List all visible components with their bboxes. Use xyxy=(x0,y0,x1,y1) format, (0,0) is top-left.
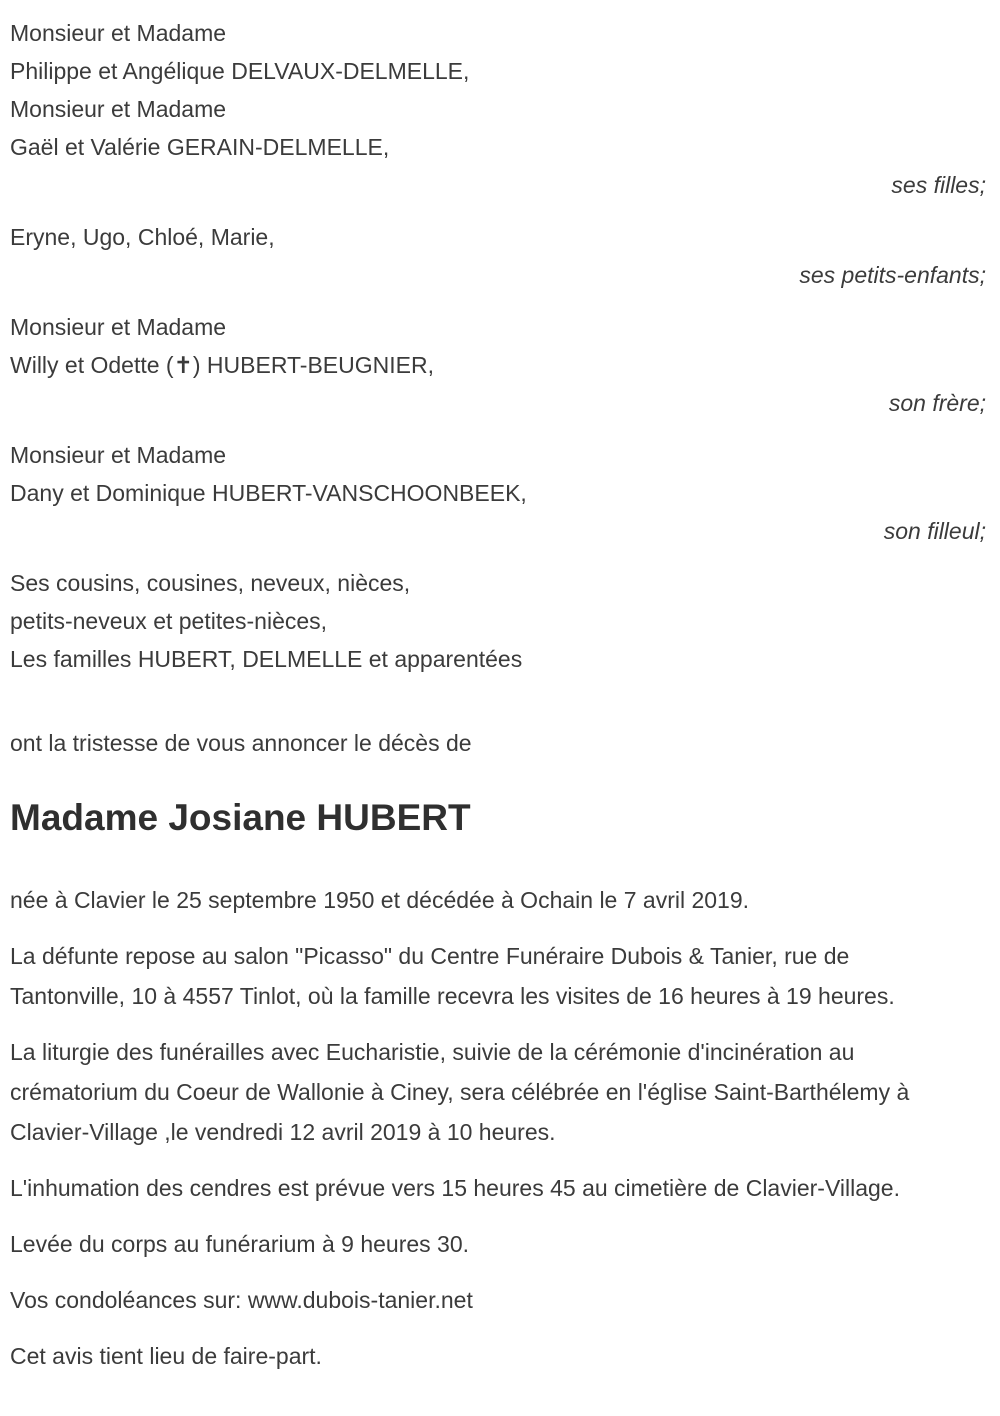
family-line: Monsieur et Madame xyxy=(10,442,227,468)
detail-paragraph-ceremony: La liturgie des funérailles avec Eucharistie, suivie de la cérémonie d'incinération au crématorium du Coeur de Wallonie à Ciney, sera célébrée en l'église Saint-Barthélemy à Clavier-Village ,le vendredi 12 avril 2019 à 10 heures. xyxy=(10,1039,910,1146)
page-title: Madame Josiane HUBERT xyxy=(10,797,471,838)
relation-label: son filleul; xyxy=(883,518,986,544)
family-line: Eryne, Ugo, Chloé, Marie, xyxy=(10,224,275,250)
relation-label: son frère; xyxy=(888,390,986,416)
family-line: Monsieur et Madame xyxy=(10,20,227,46)
family-line: Philippe et Angélique DELVAUX-DELMELLE, xyxy=(10,58,470,84)
family-line: Les familles HUBERT, DELMELLE et apparentées xyxy=(10,646,523,672)
detail-paragraph-inhumation: L'inhumation des cendres est prévue vers 15 heures 45 au cimetière de Clavier-Village. xyxy=(10,1175,900,1202)
family-line: Monsieur et Madame xyxy=(10,96,227,122)
family-line: Ses cousins, cousines, neveux, nièces, xyxy=(10,570,411,596)
relation-label: ses petits-enfants; xyxy=(799,262,986,288)
details-block xyxy=(10,880,986,1376)
family-line: Dany et Dominique HUBERT-VANSCHOONBEEK, xyxy=(10,480,527,506)
announcement-intro: ont la tristesse de vous annoncer le décès de xyxy=(10,730,472,756)
detail-paragraph-notice: Cet avis tient lieu de faire-part. xyxy=(10,1343,322,1370)
detail-paragraph-condolences website-url: Vos condoléances sur: www.dubois-tanier.net xyxy=(10,1287,473,1314)
family-line: petits-neveux et petites-nièces, xyxy=(10,608,328,634)
detail-paragraph-birth-death: née à Clavier le 25 septembre 1950 et décédée à Ochain le 7 avril 2019. xyxy=(10,887,750,914)
detail-paragraph-repose: La défunte repose au salon "Picasso" du Centre Funéraire Dubois & Tanier, rue de Tantonville, 10 à 4557 Tinlot, où la famille recevra les visites de 16 heures à 19 heures. xyxy=(10,943,895,1010)
relation-label: ses filles; xyxy=(891,172,986,198)
detail-paragraph-levee: Levée du corps au funérarium à 9 heures 30. xyxy=(10,1231,470,1258)
family-block xyxy=(10,14,986,678)
family-line: Monsieur et Madame xyxy=(10,314,227,340)
family-line: Willy et Odette (✝) HUBERT-BEUGNIER, xyxy=(10,352,434,378)
family-line: Gaël et Valérie GERAIN-DELMELLE, xyxy=(10,134,390,160)
